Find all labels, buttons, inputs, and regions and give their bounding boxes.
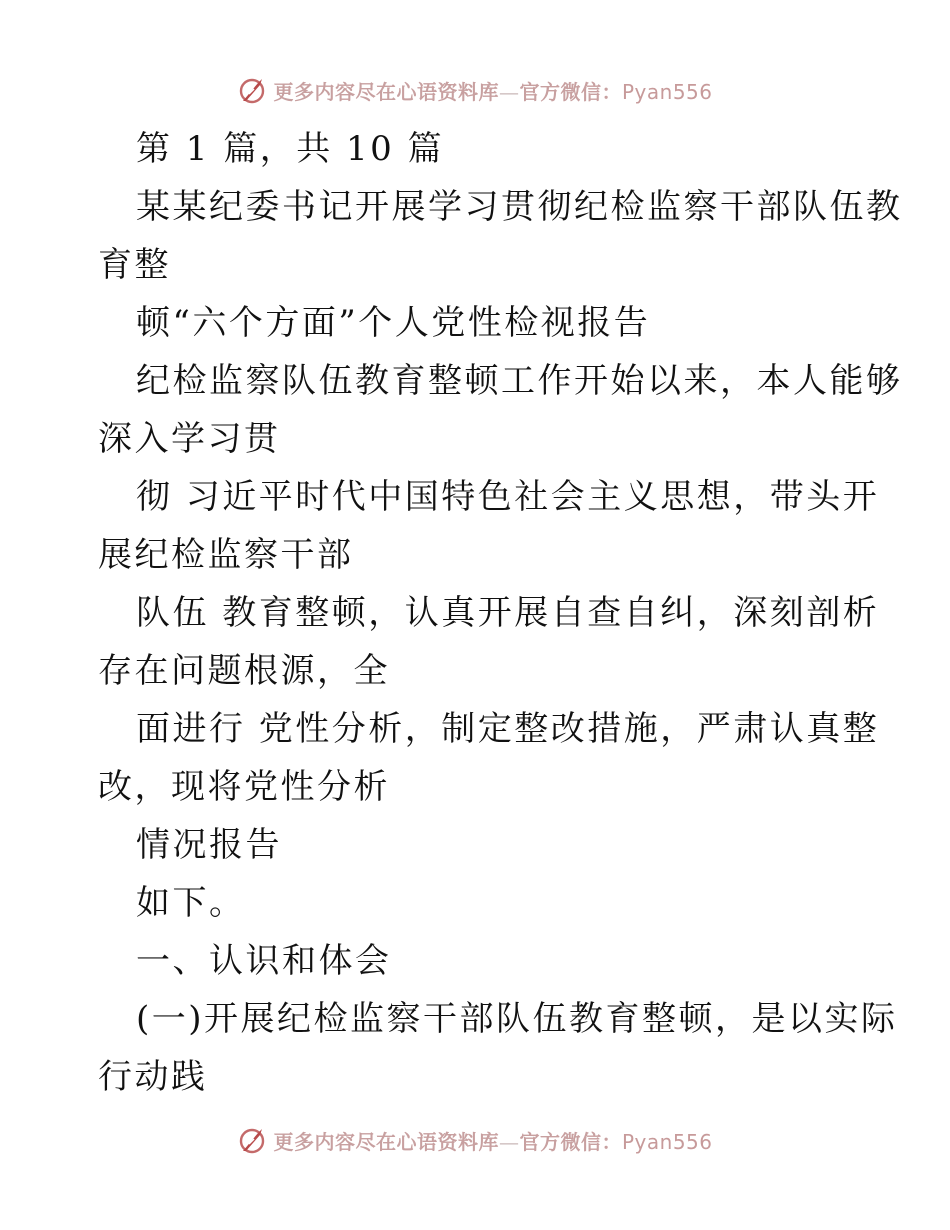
watermark-separator: — (498, 1129, 520, 1154)
document-line: (一)开展纪检监察干部队伍教育整顿，是以实际 (136, 999, 898, 1039)
document-line: 第 1 篇，共 10 篇 (136, 129, 445, 169)
document-line: 育整 (98, 245, 171, 285)
watermark-site: 更多内容尽在心语资料库 (273, 79, 499, 104)
document-line: 顿“六个方面”个人党性检视报告 (136, 303, 651, 343)
watermark-account-label: 官方微信： (519, 79, 622, 104)
document-line: 面进行 党性分析，制定整改措施，严肃认真整 (136, 709, 880, 749)
document-line: 队伍 教育整顿，认真开展自查自纠，深刻剖析 (136, 593, 880, 633)
document-line: 行动践 (98, 1057, 208, 1097)
document-line: 深入学习贯 (98, 419, 281, 459)
document-body (98, 120, 903, 1106)
document-line: 纪检监察队伍教育整顿工作开始以来，本人能够 (136, 361, 903, 401)
watermark-account-label: 官方微信： (519, 1129, 622, 1154)
document-line: 情况报告 (136, 825, 282, 865)
header-watermark (0, 70, 950, 110)
footer-watermark (0, 1120, 950, 1160)
document-line: 彻 习近平时代中国特色社会主义思想，带头开 (136, 477, 880, 517)
document-line: 存在问题根源，全 (98, 651, 390, 691)
watermark-separator: — (498, 79, 520, 104)
watermark-account: Pyan556 (621, 1129, 713, 1154)
quill-pen-logo-icon (237, 75, 267, 105)
quill-pen-logo-icon (237, 1125, 267, 1155)
document-line: 展纪检监察干部 (98, 535, 354, 575)
watermark-site: 更多内容尽在心语资料库 (273, 1129, 499, 1154)
document-line: 一、认识和体会 (136, 941, 392, 981)
watermark-text (273, 76, 712, 105)
document-line: 如下。 (136, 883, 246, 923)
watermark-text (273, 1126, 712, 1155)
watermark-account: Pyan556 (621, 79, 713, 104)
document-line: 改，现将党性分析 (98, 767, 390, 807)
document-line: 某某纪委书记开展学习贯彻纪检监察干部队伍教 (136, 187, 903, 227)
